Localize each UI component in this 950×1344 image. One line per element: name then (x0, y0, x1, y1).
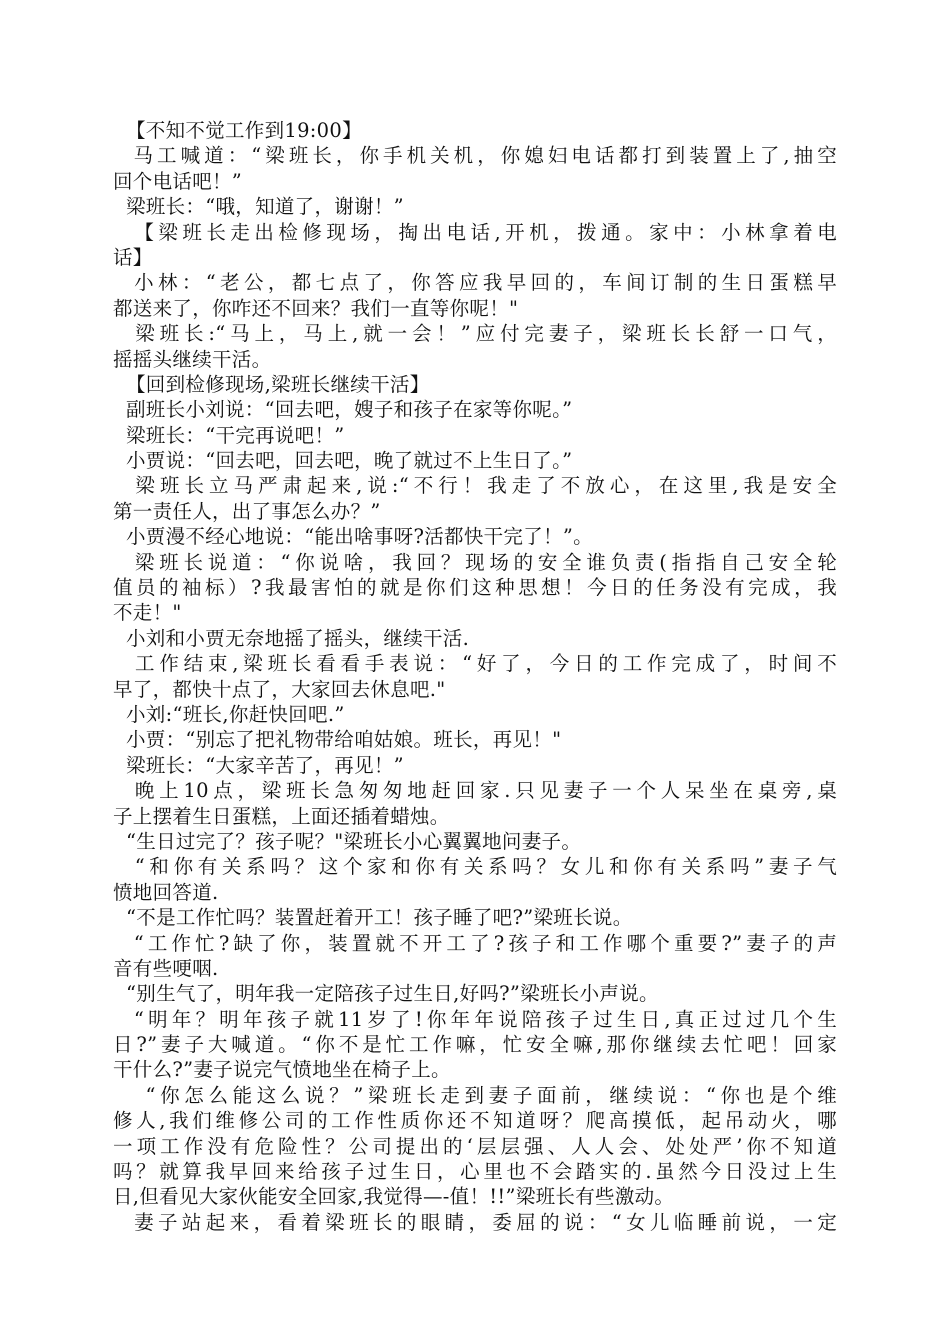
text-line: 吗？就算我早回来给孩子过生日，心里也不会踏实的.虽然今日没过上生 (113, 1160, 837, 1184)
text-line: 【梁班长走出检修现场，掏出电话,开机，拨通。家中：小林拿着电 (113, 220, 837, 244)
text-line: 日,但看见大家伙能安全回家,我觉得—-值！!!”梁班长有些激动。 (113, 1185, 675, 1209)
text-line: 【不知不觉工作到19:00】 (113, 119, 362, 142)
text-line: 马工喊道：“梁班长，你手机关机，你媳妇电话都打到装置上了,抽空 (113, 144, 837, 168)
text-line: 妻子站起来，看着梁班长的眼睛，委屈的说：“女儿临睡前说，一定 (113, 1210, 837, 1234)
text-line: 小贾：“别忘了把礼物带给咱姑娘。班长，再见！" (113, 728, 562, 752)
text-line: 小林：“老公，都七点了，你答应我早回的，车间订制的生日蛋糕早 (113, 271, 837, 295)
text-line: “明年？明年孩子就11岁了!你年年说陪孩子过生日,真正过过几个生 (113, 1007, 837, 1031)
text-line: 值员的袖标）?我最害怕的就是你们这种思想！今日的任务没有完成，我 (113, 576, 837, 600)
text-line: 摇摇头继续干活。 (113, 347, 272, 371)
text-line: “不是工作忙吗？装置赶着开工！孩子睡了吧?”梁班长说。 (113, 906, 633, 930)
text-line: “别生气了，明年我一定陪孩子过生日,好吗?”梁班长小声说。 (113, 982, 659, 1006)
text-line: 晚上10点，梁班长急匆匆地赶回家.只见妻子一个人呆坐在桌旁,桌 (113, 779, 837, 803)
text-line: 音有些哽咽. (113, 956, 219, 980)
text-line: “你怎么能这么说？”梁班长走到妻子面前，继续说：“你也是个维 (113, 1083, 837, 1107)
document-body-text (113, 118, 837, 1235)
text-line: 小刘和小贾无奈地摇了摇头，继续干活. (113, 626, 470, 650)
text-line: 小贾说：“回去吧，回去吧，晚了就过不上生日了。” (113, 449, 573, 473)
text-line: 愤地回答道. (113, 880, 219, 904)
text-line: 工作结束,梁班长看看手表说：“好了，今日的工作完成了，时间不 (113, 652, 837, 676)
text-line: 梁班长：“大家辛苦了，再见！” (113, 753, 404, 777)
text-line: 梁班长：“干完再说吧！” (113, 423, 345, 447)
text-line: 话】 (113, 245, 153, 269)
text-line: 第一责任人，出了事怎么办？” (113, 499, 381, 523)
text-line: 子上摆着生日蛋糕，上面还插着蜡烛。 (113, 804, 450, 828)
text-line: 不走！" (113, 601, 182, 625)
text-line: 一项工作没有危险性？公司提出的‘层层强、人人会、处处严’你不知道 (113, 1134, 837, 1158)
text-line: 【回到检修现场,梁班长继续干活】 (113, 372, 430, 396)
text-line: “和你有关系吗？这个家和你有关系吗？女儿和你有关系吗”妻子气 (113, 855, 837, 879)
text-line: 梁班长说道：“你说啥，我回？现场的安全谁负责(指指自己安全轮 (113, 550, 837, 574)
text-line: 梁班长:“马上，马上,就一会！”应付完妻子，梁班长长舒一口气， (113, 322, 837, 346)
text-line: 梁班长立马严肃起来,说:“不行！我走了不放心，在这里,我是安全 (113, 474, 837, 498)
text-line: 干什么?”妻子说完气愤地坐在椅子上。 (113, 1058, 451, 1082)
text-line: 都送来了，你咋还不回来？我们一直等你呢！" (113, 296, 519, 320)
text-line: 修人,我们维修公司的工作性质你还不知道呀？爬高摸低，起吊动火，哪 (113, 1109, 837, 1133)
text-line: 早了，都快十点了，大家回去休息吧." (113, 677, 446, 701)
text-line: 小贾漫不经心地说：“能出啥事呀?活都快干完了！”。 (113, 525, 593, 549)
text-line: 回个电话吧！” (113, 169, 243, 193)
text-line: “工作忙?缺了你，装置就不开工了?孩子和工作哪个重要?”妻子的声 (113, 931, 837, 955)
text-line: 副班长小刘说：“回去吧，嫂子和孩子在家等你呢。” (113, 398, 573, 422)
text-line: 梁班长：“哦，知道了，谢谢！” (113, 195, 404, 219)
text-line: 日?”妻子大喊道。“你不是忙工作嘛，忙安全嘛,那你继续去忙吧！回家 (113, 1033, 837, 1057)
text-line: 小刘:“班长,你赶快回吧.” (113, 702, 345, 726)
text-line: “生日过完了？孩子呢？"梁班长小心翼翼地问妻子。 (113, 829, 582, 853)
